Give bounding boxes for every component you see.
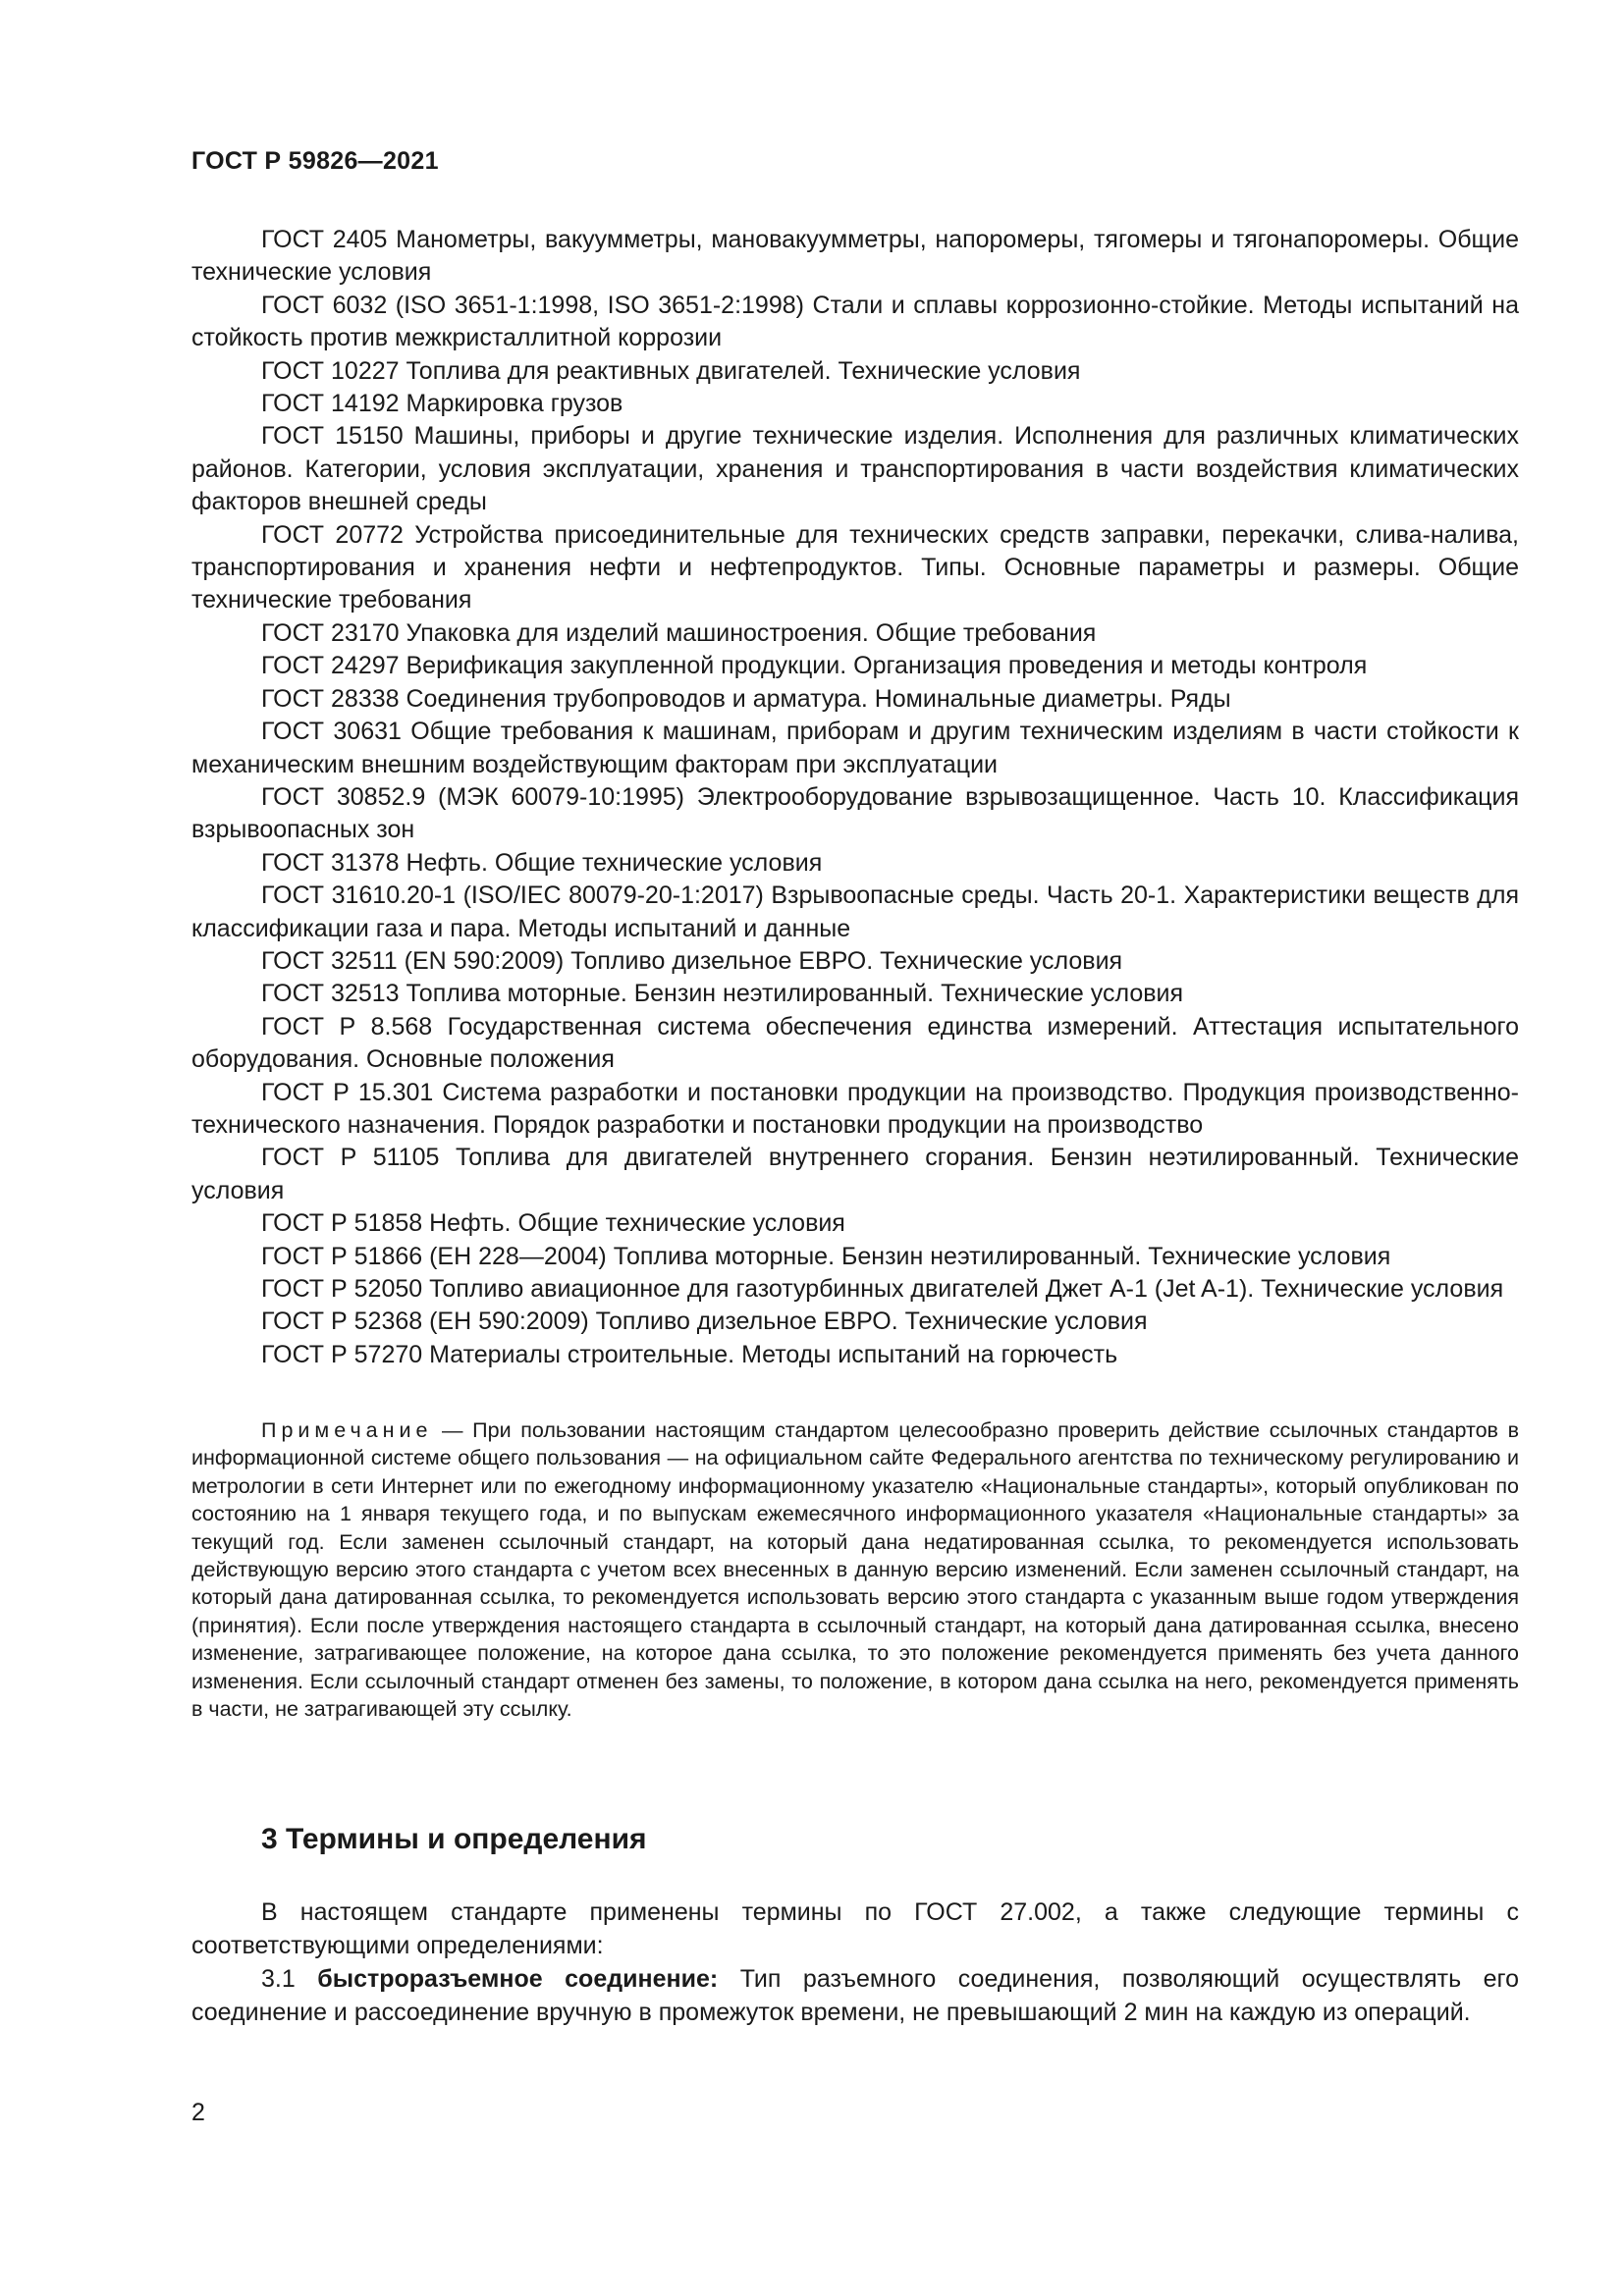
reference-item: ГОСТ 14192 Маркировка грузов — [261, 390, 623, 418]
reference-item: ГОСТ 30852.9 (МЭК 60079-10:1995) Электрооборудование взрывозащищенное. Часть 10. Классификация взрывоопасных зон — [191, 782, 1519, 844]
reference-item: ГОСТ 31378 Нефть. Общие технические условия — [261, 848, 823, 877]
references-note — [191, 1416, 1519, 1723]
term-definition — [191, 1963, 1519, 2029]
note-label: Примечание — [261, 1418, 433, 1442]
note-text: — При пользовании настоящим стандартом целесообразно проверить действие ссылочных стандартов в информационной системе общего пользования — на официальном сайте Федерального агентства по техническому регулированию и метрологии в сети Интернет или по ежегодному информационному указателю «Национальные стандарты», который опубликован по состоянию на 1 января текущего года, и по выпускам ежемесячного информационного указателя «Национальные стандарты» за текущий год. Если заменен ссылочный стандарт, на который дана недатированная ссылка, то рекомендуется использовать действующую версию этого стандарта с учетом всех внесенных в данную версию изменений. Если заменен ссылочный стандарт, на который дана датированная ссылка, то рекомендуется использовать версию этого стандарта с указанным выше годом утверждения (принятия). Если после утверждения настоящего стандарта в ссылочный стандарт, на который дана датированная ссылка, внесено изменение, затрагивающее положение, на которое дана ссылка, то это положение рекомендуется применять без учета данного изменения. Если ссылочный стандарт отменен без замены, то положение, в котором дана ссылка на него, рекомендуется применять в части, не затрагивающей эту ссылку. — [191, 1418, 1519, 1722]
reference-item: ГОСТ 15150 Машины, приборы и другие технические изделия. Исполнения для различных климатических районов. Категории, условия эксплуатации, хранения и транспортирования в части воздействия климатических факторов внешней среды — [191, 422, 1519, 516]
reference-item: ГОСТ 6032 (ISO 3651-1:1998, ISO 3651-2:1998) Стали и сплавы коррозионно-стойкие. Методы испытаний на стойкость против межкристаллитной коррозии — [191, 291, 1519, 352]
reference-item: ГОСТ 23170 Упаковка для изделий машиностроения. Общие требования — [261, 618, 1097, 647]
reference-item: ГОСТ 32513 Топлива моторные. Бензин неэтилированный. Технические условия — [261, 980, 1184, 1008]
reference-item: ГОСТ 31610.20-1 (ISO/IEC 80079-20-1:2017) Взрывоопасные среды. Часть 20-1. Характеристики веществ для классификации газа и пара. Методы испытаний и данные — [191, 881, 1519, 942]
reference-item: ГОСТ Р 51105 Топлива для двигателей внутреннего сгорания. Бензин неэтилированный. Технические условия — [191, 1144, 1519, 1204]
reference-item: ГОСТ Р 51866 (ЕН 228—2004) Топлива моторные. Бензин неэтилированный. Технические условия — [261, 1242, 1391, 1270]
reference-item: ГОСТ Р 15.301 Система разработки и постановки продукции на производство. Продукция производственно-технического назначения. Порядок разработки и постановки продукции на производство — [191, 1078, 1519, 1139]
term-name: быстроразъемное соединение: — [317, 1965, 719, 1993]
reference-item: ГОСТ Р 51858 Нефть. Общие технические условия — [261, 1209, 845, 1238]
section-title: 3 Термины и определения — [261, 1823, 647, 1855]
document-designation: ГОСТ Р 59826—2021 — [191, 147, 439, 175]
term-definition-text: Тип разъемного соединения, позволяющий осуществлять его соединение и рассоединение вручную в промежуток времени, не превышающий 2 мин на каждую из операций. — [191, 1965, 1519, 2026]
reference-item: ГОСТ 24297 Верификация закупленной продукции. Организация проведения и методы контроля — [261, 652, 1368, 680]
reference-item: ГОСТ 2405 Манометры, вакуумметры, мановакуумметры, напоромеры, тягомеры и тягонапоромеры. Общие технические условия — [191, 226, 1519, 287]
reference-item: ГОСТ 10227 Топлива для реактивных двигателей. Технические условия — [261, 356, 1081, 385]
section-intro: В настоящем стандарте применены термины по ГОСТ 27.002, а также следующие термины с соответствующими определениями: — [191, 1898, 1519, 1959]
reference-item: ГОСТ Р 52050 Топливо авиационное для газотурбинных двигателей Джет А-1 (Jet A-1). Технические условия — [261, 1275, 1504, 1303]
normative-references-list — [191, 224, 1519, 1371]
term-number: 3.1 — [261, 1965, 296, 1993]
reference-item: ГОСТ Р 8.568 Государственная система обеспечения единства измерений. Аттестация испытательного оборудования. Основные положения — [191, 1012, 1519, 1074]
reference-item: ГОСТ Р 57270 Материалы строительные. Методы испытаний на горючесть — [261, 1340, 1118, 1368]
reference-item: ГОСТ 28338 Соединения трубопроводов и арматура. Номинальные диаметры. Ряды — [261, 684, 1231, 713]
reference-item: ГОСТ 30631 Общие требования к машинам, приборам и другим техническим изделиям в части стойкости к механическим внешним воздействующим факторам при эксплуатации — [191, 718, 1519, 778]
reference-item: ГОСТ 32511 (EN 590:2009) Топливо дизельное ЕВРО. Технические условия — [261, 946, 1123, 975]
reference-item: ГОСТ Р 52368 (ЕН 590:2009) Топливо дизельное ЕВРО. Технические условия — [261, 1308, 1148, 1336]
page-number: 2 — [191, 2099, 205, 2126]
reference-item: ГОСТ 20772 Устройства присоединительные для технических средств заправки, перекачки, слива-налива, транспортирования и хранения нефти и нефтепродуктов. Типы. Основные параметры и размеры. Общие технические требования — [191, 520, 1519, 614]
